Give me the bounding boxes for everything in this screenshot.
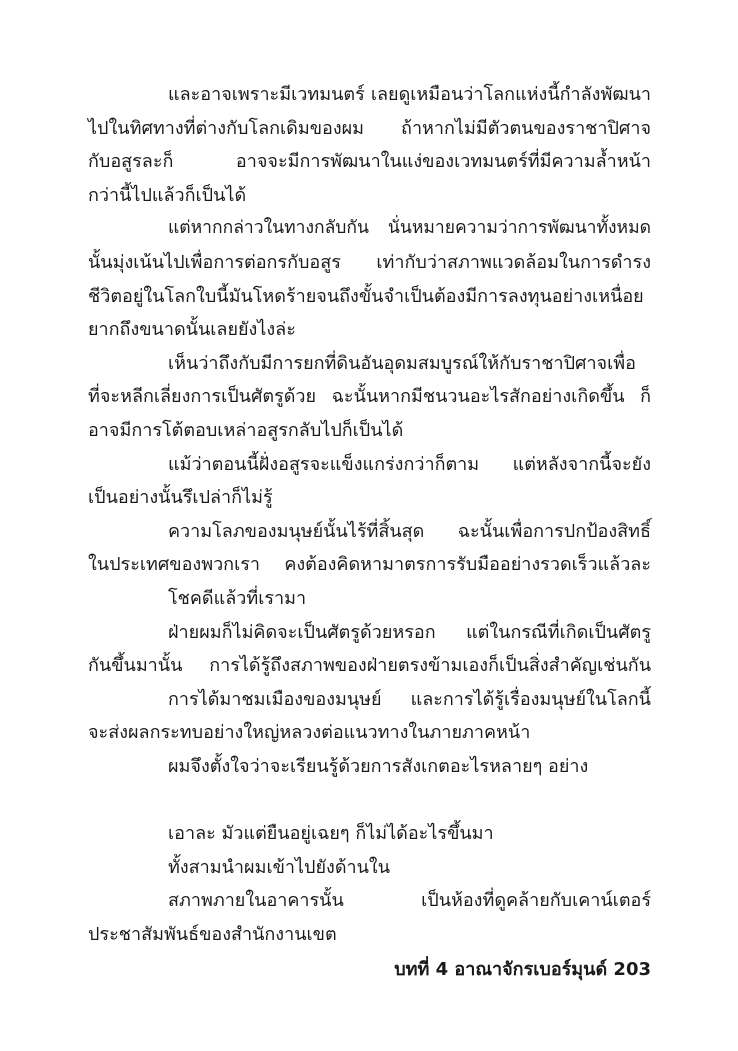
paragraph: [88, 582, 651, 616]
paragraph: [88, 78, 651, 212]
text-line: จะส่งผลกระทบอย่างใหญ่หลวงต่อแนวทางในภายภาคหน้า: [88, 722, 531, 744]
text-line: ชีวิตอยู่ในโลกใบนี้มันโหดร้ายจนถึงขั้นจำเป็นต้องมีการลงทุนอย่างเหนื่อย: [88, 285, 644, 307]
text-line: ยากถึงขนาดนั้นเลยยังไงล่ะ: [88, 319, 296, 341]
text-line: ทั้งสามนำผมเข้าไปยังด้านใน: [168, 856, 391, 878]
text-line: สภาพภายในอาคารนั้น เป็นห้องที่ดูคล้ายกับเคาน์เตอร์: [168, 890, 651, 912]
paragraph: [88, 347, 651, 448]
text-line: ไปในทิศทางที่ต่างกับโลกเดิมของผม ถ้าหากไม่มีตัวตนของราชาปิศาจ: [88, 117, 651, 139]
text-line: แม้ว่าตอนนี้ฝั่งอสูรจะแข็งแกร่งกว่าก็ตาม แต่หลังจากนี้จะยัง: [168, 453, 651, 475]
text-line: กันขึ้นมานั้น การได้รู้ถึงสภาพของฝ่ายตรงข้ามเองก็เป็นสิ่งสำคัญเช่นกัน: [88, 655, 651, 677]
paragraph: [88, 750, 651, 784]
paragraph: [88, 817, 651, 851]
page-body: [88, 78, 651, 951]
paragraph: [88, 851, 651, 885]
text-line: แต่หากกล่าวในทางกลับกัน นั่นหมายความว่าการพัฒนาทั้งหมด: [168, 218, 651, 239]
paragraph: [88, 884, 651, 951]
text-line: นั้นมุ่งเน้นไปเพื่อการต่อกรกับอสูร เท่ากับว่าสภาพแวดล้อมในการดำรง: [88, 251, 651, 273]
paragraph: [88, 683, 651, 750]
text-line: กับอสูรละก็ อาจจะมีการพัฒนาในแง่ของเวทมนตร์ที่มีความล้ำหน้า: [88, 151, 651, 173]
scene-break: [88, 783, 651, 817]
page-footer: บทที่ 4 อาณาจักรเบอร์มุนด์ 203: [394, 959, 651, 980]
text-line: ในประเทศของพวกเรา คงต้องคิดหามาตรการรับมืออย่างรวดเร็วแล้วละ: [88, 554, 651, 576]
paragraph: [88, 212, 651, 346]
text-line: กว่านี้ไปแล้วก็เป็นได้: [88, 184, 247, 206]
text-line: และอาจเพราะมีเวทมนตร์ เลยดูเหมือนว่าโลกแห่งนี้กำลังพัฒนา: [168, 84, 651, 105]
text-line: เห็นว่าถึงกับมีการยกที่ดินอันอุดมสมบูรณ์ให้กับราชาปิศาจเพื่อ: [168, 352, 636, 374]
text-line: โชคดีแล้วที่เรามา: [168, 587, 307, 609]
text-line: ฝ่ายผมก็ไม่คิดจะเป็นศัตรูด้วยหรอก แต่ในกรณีที่เกิดเป็นศัตรู: [168, 621, 651, 643]
paragraph: [88, 515, 651, 582]
text-line: เป็นอย่างนั้นรึเปล่าก็ไม่รู้: [88, 487, 273, 509]
text-line: ประชาสัมพันธ์ของสำนักงานเขต: [88, 923, 337, 945]
text-line: ที่จะหลีกเลี่ยงการเป็นศัตรูด้วย ฉะนั้นหากมีชนวนอะไรสักอย่างเกิดขึ้น ก็: [88, 386, 651, 408]
text-line: การได้มาชมเมืองของมนุษย์ และการได้รู้เรื่องมนุษย์ในโลกนี้: [168, 688, 651, 710]
text-line: ความโลภของมนุษย์นั้นไร้ที่สิ้นสุด ฉะนั้นเพื่อการปกป้องสิทธิ์: [168, 520, 651, 542]
text-line: อาจมีการโต้ตอบเหล่าอสูรกลับไปก็เป็นได้: [88, 419, 404, 441]
text-line: ผมจึงตั้งใจว่าจะเรียนรู้ด้วยการสังเกตอะไรหลายๆ อย่าง: [168, 755, 589, 777]
paragraph: [88, 616, 651, 683]
paragraph: [88, 448, 651, 515]
text-line: เอาละ มัวแต่ยืนอยู่เฉยๆ ก็ไม่ได้อะไรขึ้นมา: [168, 823, 494, 845]
